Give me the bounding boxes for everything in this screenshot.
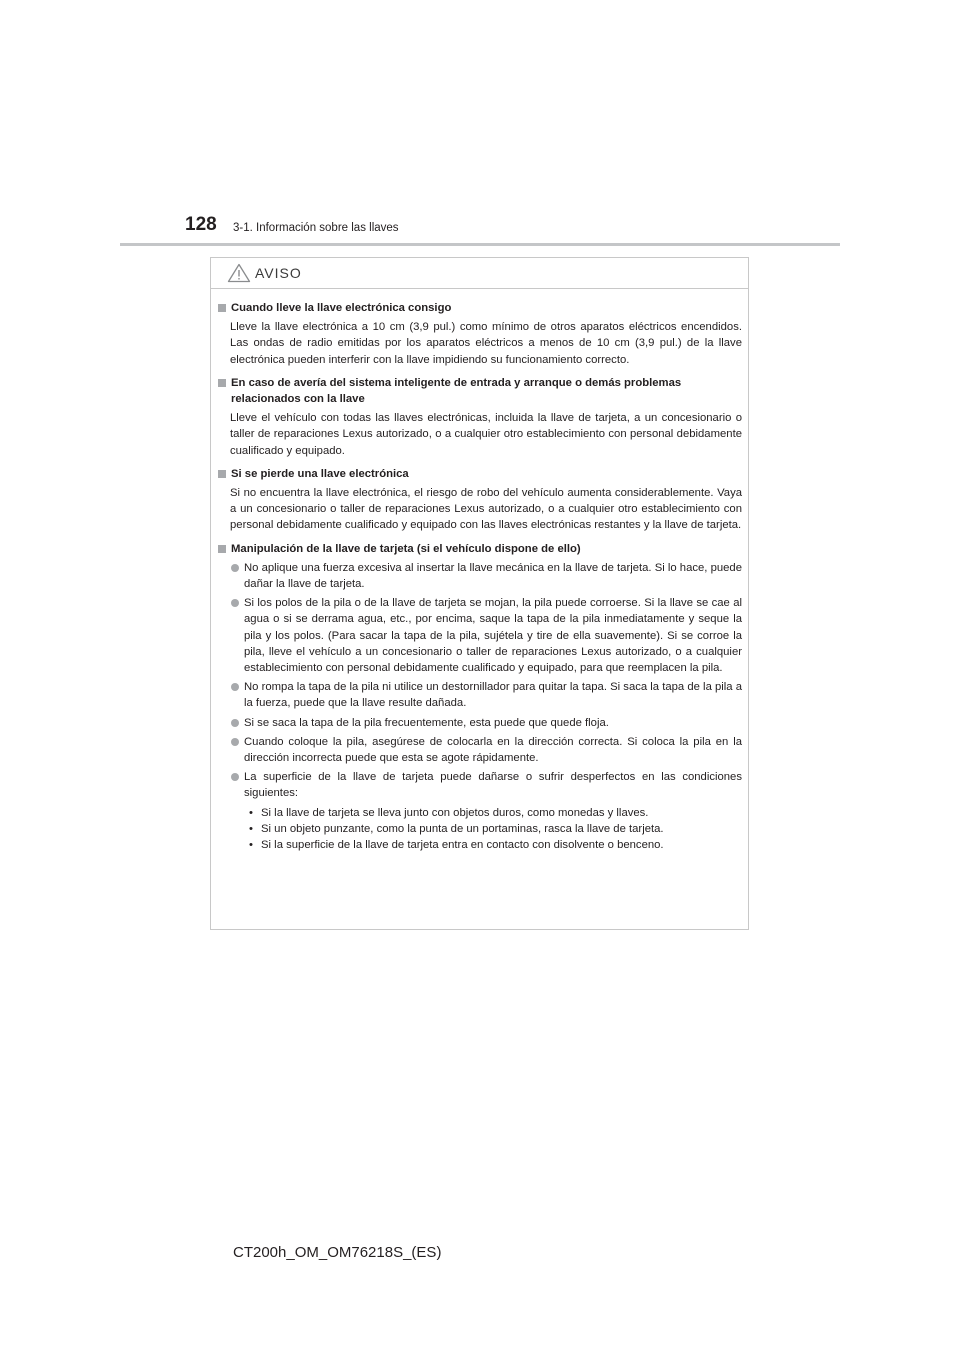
section-system-failure — [218, 375, 742, 459]
section-text: Lleve la llave electrónica a 10 cm (3,9 pul.) como mínimo de otros aparatos eléctricos encendidos. Las ondas de radio emitidas por los aparatos eléctricos a menos de 10 cm (3,9 pul.) de la llave electrónica pueden interferir con la llave impidiendo su funcionamiento correcto. — [230, 321, 742, 366]
notice-header — [211, 258, 748, 289]
sub-list-item — [249, 821, 742, 837]
list-item — [231, 715, 742, 731]
circle-bullet-icon — [231, 564, 239, 572]
square-bullet-icon — [218, 379, 226, 387]
sub-list-item — [249, 837, 742, 853]
header-rule — [120, 243, 840, 246]
list-item-text: Cuando coloque la pila, asegúrese de colocarla en la dirección correcta. Si coloca la pila en la dirección incorrecta puede que esta se agote rápidamente. — [244, 735, 742, 765]
list-item — [231, 769, 742, 853]
document-code: CT200h_OM_OM76218S_(ES) — [233, 1244, 442, 1261]
dot-bullet-icon: • — [249, 839, 253, 852]
page-number: 128 — [185, 214, 217, 235]
list-item — [231, 595, 742, 676]
sub-list-item-text: Si la superficie de la llave de tarjeta entra en contacto con disolvente o benceno. — [261, 839, 664, 852]
sub-list-item — [249, 805, 742, 821]
section-heading: Si se pierde una llave electrónica — [231, 467, 409, 480]
list-item-text: No rompa la tapa de la pila ni utilice un destornillador para quitar la tapa. Si saca la tapa de la pila a la fuerza, puede que la llave resulte dañada. — [244, 681, 742, 710]
circle-bullet-icon — [231, 738, 239, 746]
circle-bullet-icon — [231, 773, 239, 781]
dot-bullet-icon: • — [249, 806, 253, 819]
section-lost-key — [218, 466, 742, 534]
sub-list — [244, 805, 742, 854]
circle-bullet-icon — [231, 683, 239, 691]
dot-bullet-icon: • — [249, 822, 253, 835]
section-keyless-carry — [218, 300, 742, 368]
square-bullet-icon — [218, 470, 226, 478]
section-heading: Cuando lleve la llave electrónica consigo — [231, 302, 452, 314]
warning-triangle-icon — [227, 263, 251, 283]
section-text: Si no encuentra la llave electrónica, el riesgo de robo del vehículo aumenta considerablemente. Vaya a un concesionario o taller de reparaciones Lexus autorizado, o a cualquier otro establecimiento con personal debidamente cualificado y equipado con las llaves electrónicas restantes y la llave de tarjeta. — [230, 487, 742, 532]
list-item — [231, 734, 742, 766]
list-item-text: No aplique una fuerza excesiva al insertar la llave mecánica en la llave de tarjeta. Si lo hace, puede dañar la llave de tarjeta. — [244, 561, 742, 591]
notice-box — [210, 257, 749, 930]
list-item-text: Si se saca la tapa de la pila frecuentemente, esta puede que quede floja. — [244, 716, 609, 729]
circle-bullet-icon — [231, 599, 239, 607]
notice-label: AVISO — [255, 265, 302, 281]
circle-bullet-icon — [231, 719, 239, 727]
list-item — [231, 679, 742, 711]
section-heading: En caso de avería del sistema inteligente de entrada y arranque o demás problemas relacionados con la llave — [231, 376, 682, 406]
section-title: 3-1. Información sobre las llaves — [233, 222, 399, 234]
sub-list-item-text: Si la llave de tarjeta se lleva junto con objetos duros, como monedas y llaves. — [261, 806, 649, 819]
square-bullet-icon — [218, 545, 226, 553]
section-text: Lleve el vehículo con todas las llaves electrónicas, incluida la llave de tarjeta, a un concesionario o taller de reparaciones Lexus autorizado, o a cualquier otro establecimiento con personal debidamente cualificado y equipado. — [230, 412, 742, 457]
list-item-text: Si los polos de la pila o de la llave de tarjeta se mojan, la pila puede corroerse. Si la llave se cae al agua o si se derrama agua, etc., por encima, saque la tapa de la pila inmediatamente y seque la pila y los polos. (Para sacar la tapa de la pila, sujétela y tire de ella suavemente). Si se corroe la pila, lleve el vehículo a un concesionario o taller de reparaciones Lexus autorizado, o a cualquier establecimiento con personal debidamente cualificado y equipado, para que reemplacen la pila. — [244, 597, 742, 675]
section-heading: Manipulación de la llave de tarjeta (si el vehículo dispone de ello) — [231, 542, 581, 555]
sub-list-item-text: Si un objeto punzante, como la punta de un portaminas, rasca la llave de tarjeta. — [261, 822, 664, 835]
section-card-key-handling — [218, 541, 742, 854]
list-item — [231, 560, 742, 592]
square-bullet-icon — [218, 304, 226, 312]
notice-body — [211, 289, 748, 853]
list-item-text: La superficie de la llave de tarjeta puede dañarse o sufrir desperfectos en las condiciones siguientes: — [244, 771, 742, 800]
